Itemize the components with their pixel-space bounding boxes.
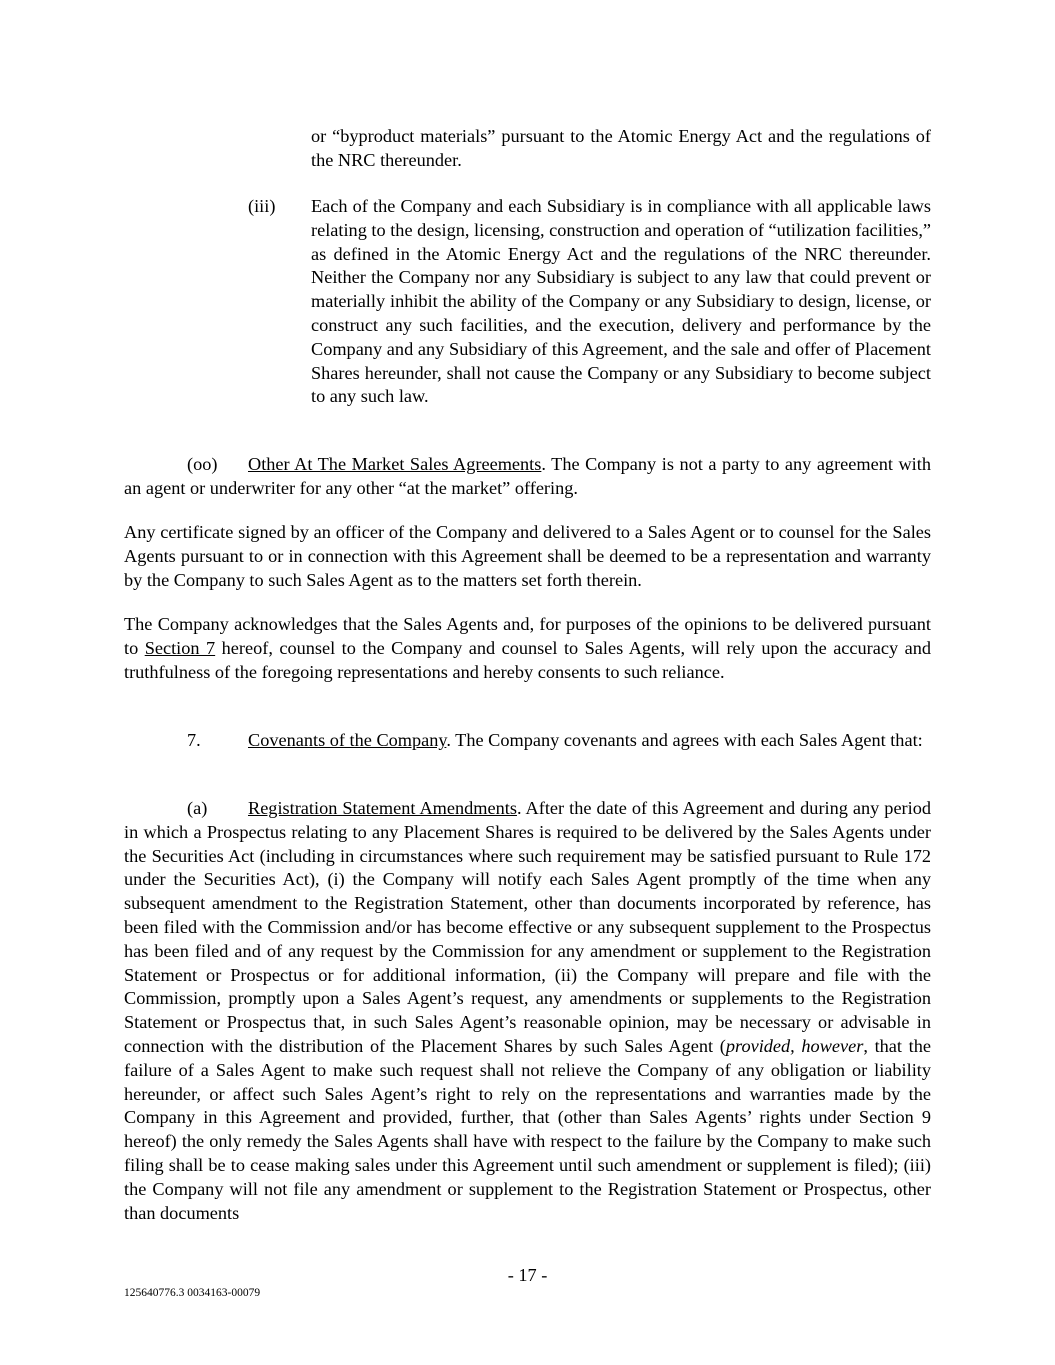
certificate-paragraph: Any certificate signed by an officer of the Company and delivered to a Sales Agent or to counsel for the Sales Agents pursuant to or in connection with this Agreement shall be deemed to be a representation and warranty by the Company to such Sales Agent as to the matters set forth therein. — [124, 522, 931, 590]
item-a-text-1: . After the date of this Agreement and during any period in which a Prospectus relating to any Placement Shares is required to be delivered by the Sales Agents under the Securities Act (including in circumstances where such requirement may be satisfied pursuant to Rule 172 under the Securities Act), (i) the Company will notify each Sales Agent promptly of the time when any subsequent amendment to the Registration Statement, other than documents incorporated by reference, has been filed with the Commission and/or has become effective or any subsequent supplement to the Prospectus has been filed and of any request by the Commission for any amendment or supplement to the Registration Statement or Prospectus or for additional information, (ii) the Company will prepare and file with the Commission, promptly upon a Sales Agent’s request, any amendments or supplements to the Registration Statement or Prospectus that, in such Sales Agent’s reasonable opinion, may be necessary or advisable in connection with the distribution of the Placement Shares by such Sales Agent ( — [124, 798, 932, 1056]
item-oo-label: (oo) — [187, 454, 218, 474]
section-7-paragraph — [124, 729, 931, 753]
acknowledges-paragraph — [124, 613, 931, 684]
acknowledges-text-after: hereof, counsel to the Company and counsel to Sales Agents, will rely upon the accuracy and truthfulness of the foregoing representations and hereby consents to such reliance. — [124, 637, 932, 682]
item-iii-text: Each of the Company and each Subsidiary is in compliance with all applicable laws relating to the design, licensing, construction and operation of “utilization facilities,” as defined in the Atomic Energy Act and the regulations of the NRC thereunder. Neither the Company nor any Subsidiary is subject to any law that could prevent or materially inhibit the ability of the Company or any Subsidiary to design, license, or construct any such facilities, and the execution, delivery and performance by the Company and any Subsidiary of this Agreement, and the sale and offer of Placement Shares hereunder, shall not cause the Company or any Subsidiary to become subject to any such law. — [311, 196, 931, 407]
item-oo-text: . The Company is not a party to any agreement with an agent or underwriter for any other “at the market” offering. — [124, 454, 931, 498]
item-a-text-2: , that the failure of a Sales Agent to make such request shall not relieve the Company of any obligation or liability hereunder, or affect such Sales Agent’s right to rely on the representations and warranties made by the Company in this Agreement and provided, further, that (other than Sales Agents’ rights under Section 9 hereof) the only remedy the Sales Agents shall have with respect to the failure by the Company to make such filing shall be to cease making sales under this Agreement until such amendment or supplement is filed); (iii) the Company will not file any amendment or supplement to the Registration Statement or Prospectus, other than documents — [124, 1035, 932, 1223]
item-oo-heading: Other At The Market Sales Agreements — [248, 454, 542, 474]
paragraph-ii-continuation: or “byproduct materials” pursuant to the Atomic Energy Act and the regulations of the NRC thereunder. — [311, 126, 931, 170]
item-oo-paragraph — [124, 453, 931, 501]
section-7-text: . The Company covenants and agrees with each Sales Agent that: — [446, 730, 923, 750]
item-a-paragraph — [124, 797, 931, 1225]
item-a-italic: provided, however — [725, 1035, 864, 1056]
document-id: 125640776.3 0034163-00079 — [124, 1287, 261, 1299]
section-7-reference: Section 7 — [144, 637, 216, 658]
acknowledges-text-before: The Company acknowledges that the Sales Agents and, for purposes of the opinions to be delivered pursuant to — [124, 614, 931, 658]
item-a-heading: Registration Statement Amendments — [248, 798, 517, 818]
item-iii-label: (iii) — [248, 196, 276, 216]
section-7-heading: Covenants of the Company — [248, 730, 447, 750]
section-7-number: 7. — [187, 730, 201, 750]
item-a-label: (a) — [187, 798, 208, 818]
page-number: - 17 - — [507, 1265, 548, 1285]
